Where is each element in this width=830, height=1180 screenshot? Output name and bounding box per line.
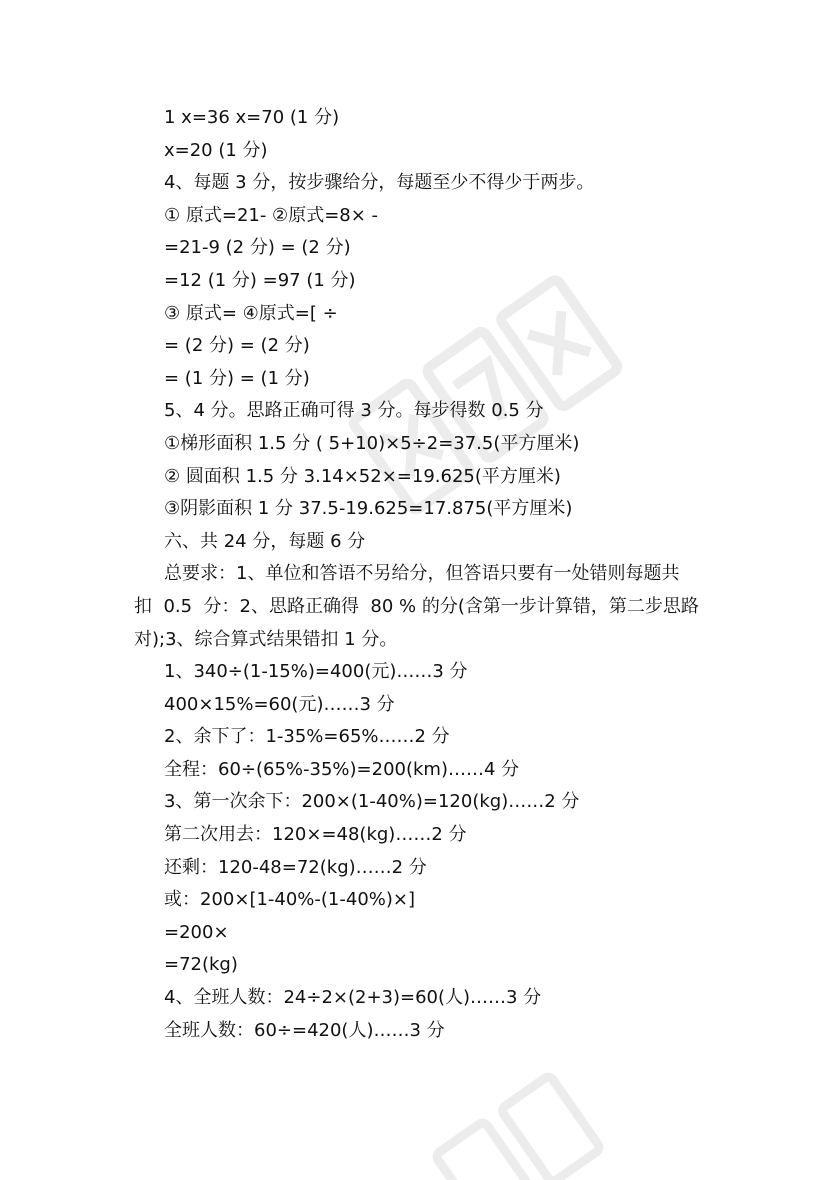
answer-line: 第二次用去：120×=48(kg)……2 分 (164, 824, 467, 846)
text-line: 1 x=36 x=70 (1 分) (164, 107, 340, 128)
answer-line: 或：200×[1-40%-(1-40%)×] (164, 889, 416, 911)
watermark-icon-bottom (390, 1060, 650, 1180)
answer-line: 全程：60÷(65%-35%)=200(km)……4 分 (164, 758, 520, 780)
requirement-line-1: 总要求：1、单位和答语不另给分，但答语只要有一处错则每题共 (164, 563, 680, 585)
answer-line: 全班人数：60÷=420(人)……3 分 (164, 1019, 445, 1041)
text-line: ③ 原式= ④原式=[ ÷ (164, 302, 338, 324)
text-line: =21-9 (2 分) = (2 分) (164, 237, 351, 259)
answer-line: 3、第一次余下：200×(1-40%)=120(kg)……2 分 (164, 791, 580, 813)
answer-content (134, 102, 699, 1047)
answer-line: 还剩：120-48=72(kg)……2 分 (164, 856, 427, 878)
text-line: ② 圆面积 1.5 分 3.14×52×=19.625(平方厘米) (164, 465, 561, 487)
requirement-line-2: 扣 0.5 分：2、思路正确得 80 % 的分(含第一步计算错，第二步思路 (134, 595, 699, 617)
answer-line: 1、340÷(1-15%)=400(元)……3 分 (164, 661, 468, 683)
text-line: 5、4 分。思路正确可得 3 分。每步得数 0.5 分 (164, 400, 544, 422)
text-line: ① 原式=21- ②原式=8× - (164, 204, 379, 226)
text-line: ①梯形面积 1.5 分 ( 5+10)×5÷2=37.5(平方厘米) (164, 432, 580, 454)
section-heading: 六、共 24 分，每题 6 分 (164, 530, 366, 552)
text-line: =12 (1 分) =97 (1 分) (164, 269, 356, 291)
answer-line: =72(kg) (164, 954, 238, 976)
text-line: 4、每题 3 分，按步骤给分，每题至少不得少于两步。 (164, 172, 595, 194)
text-line: ③阴影面积 1 分 37.5-19.625=17.875(平方厘米) (164, 498, 573, 520)
text-line: = (2 分) = (2 分) (164, 335, 310, 357)
answer-line: 400×15%=60(元)……3 分 (164, 693, 395, 715)
requirement-line-3: 对);3、综合算式结果错扣 1 分。 (134, 628, 398, 650)
answer-line: 4、全班人数：24÷2×(2+3)=60(人)……3 分 (164, 987, 542, 1009)
text-line: x=20 (1 分) (164, 139, 268, 161)
answer-line: =200× (164, 921, 229, 943)
answer-line: 2、余下了：1-35%=65%……2 分 (164, 726, 450, 748)
text-line: = (1 分) = (1 分) (164, 367, 310, 389)
